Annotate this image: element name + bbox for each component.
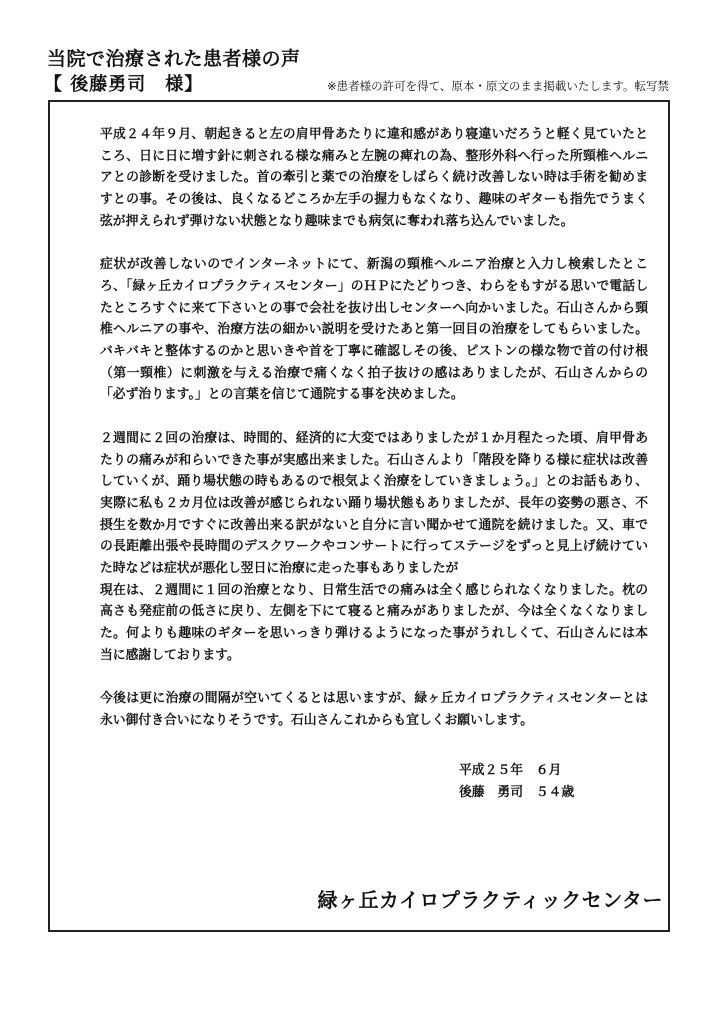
letter-paragraph: 現在は、２週間に１回の治療となり、日常生活での痛みは全く感じられなくなりました。枕の高さも発症前の低さに戻り、左側を下にて寝ると痛みがありましたが、今は全くなくなりました。何よりも趣味のギターを思いっきり弾けるようになった事がうれしくて、石山さんには本当に感謝しております。 (100, 582, 648, 663)
patient-name: 【 後藤勇司 様】 (44, 74, 204, 95)
letter-body (100, 124, 648, 732)
reprint-notice: ※患者様の許可を得て、原本・原文のまま掲載いたします。転写禁 (327, 79, 669, 93)
letter-paragraph: 平成２４年９月、朝起きると左の肩甲骨あたりに違和感があり寝違いだろうと軽く見ていたところ、日に日に増す針に刺される様な痛みと左腕の痺れの為、整形外科へ行った所頸椎ヘルニアとの診断を受けました。首の牽引と薬での治療をしばらく続け改善しない時は手術を勧めますとの事。その後は、良くなるどころか左手の握力もなくなり、趣味のギターも指先でうまく弦が押えられず弾けない状態となり趣味までも病気に奪われ落ち込んでいました。 (100, 127, 648, 229)
letter-paragraph: 症状が改善しないのでインターネットにて、新潟の頸椎ヘルニア治療と入力し検索したところ、「緑ヶ丘カイロプラクティスセンター」のＨＰにたどりつき、わらをもすがる思いで電話したところすぐに来て下さいとの事で会社を抜け出しセンターへ向かいました。石山さんから頸椎ヘルニアの事や、治療方法の細かい説明を受けたあと第一回目の治療をしてもらいました。バキバキと整体するのかと思いきや首を丁寧に確認しその後、ピストンの様な物で首の付け根（第一頸椎）に刺激を与える治療で痛くなく拍子抜けの感はありましたが、石山さんからの「必ず治ります。」との言葉を信じて通院する事を決めました。 (100, 257, 648, 403)
page-title: 当院で治療された患者様の声 (47, 48, 301, 70)
letter-signature (459, 760, 574, 803)
letter-paragraph: 今後は更に治療の間隔が空いてくるとは思いますが、緑ヶ丘カイロプラクティスセンターとは永い御付き合いになりそうです。石山さんこれからも宜しくお願いします。 (100, 691, 648, 728)
signature-name: 後藤 勇司 ５４歳 (459, 784, 575, 800)
letter-paragraph: ２週間に２回の治療は、時間的、経済的に大変ではありましたが１か月程たった頃、肩甲骨あたりの痛みが和らいできた事が実感出来ました。石山さんより「階段を降りる様に症状は改善していくが、踊り場状態の時もあるので根気よく治療をしていきましょう。」とのお話もあり、実際に私も２カ月位は改善が感じられない踊り場状態もありましたが、長年の姿勢の悪さ、不摂生を数か月ですぐに改善出来る訳がないと自分に言い聞かせて通院を続けました。又、車での長距離出張や長時間のデスクワークやコンサートに行ってステージをずっと見上げ続けていた時などは症状が悪化し翌日に治療に走った事もありましたが (100, 430, 648, 577)
signature-date: 平成２５年 ６月 (459, 763, 562, 778)
clinic-name: 緑ヶ丘カイロプラクティックセンター (317, 888, 663, 912)
